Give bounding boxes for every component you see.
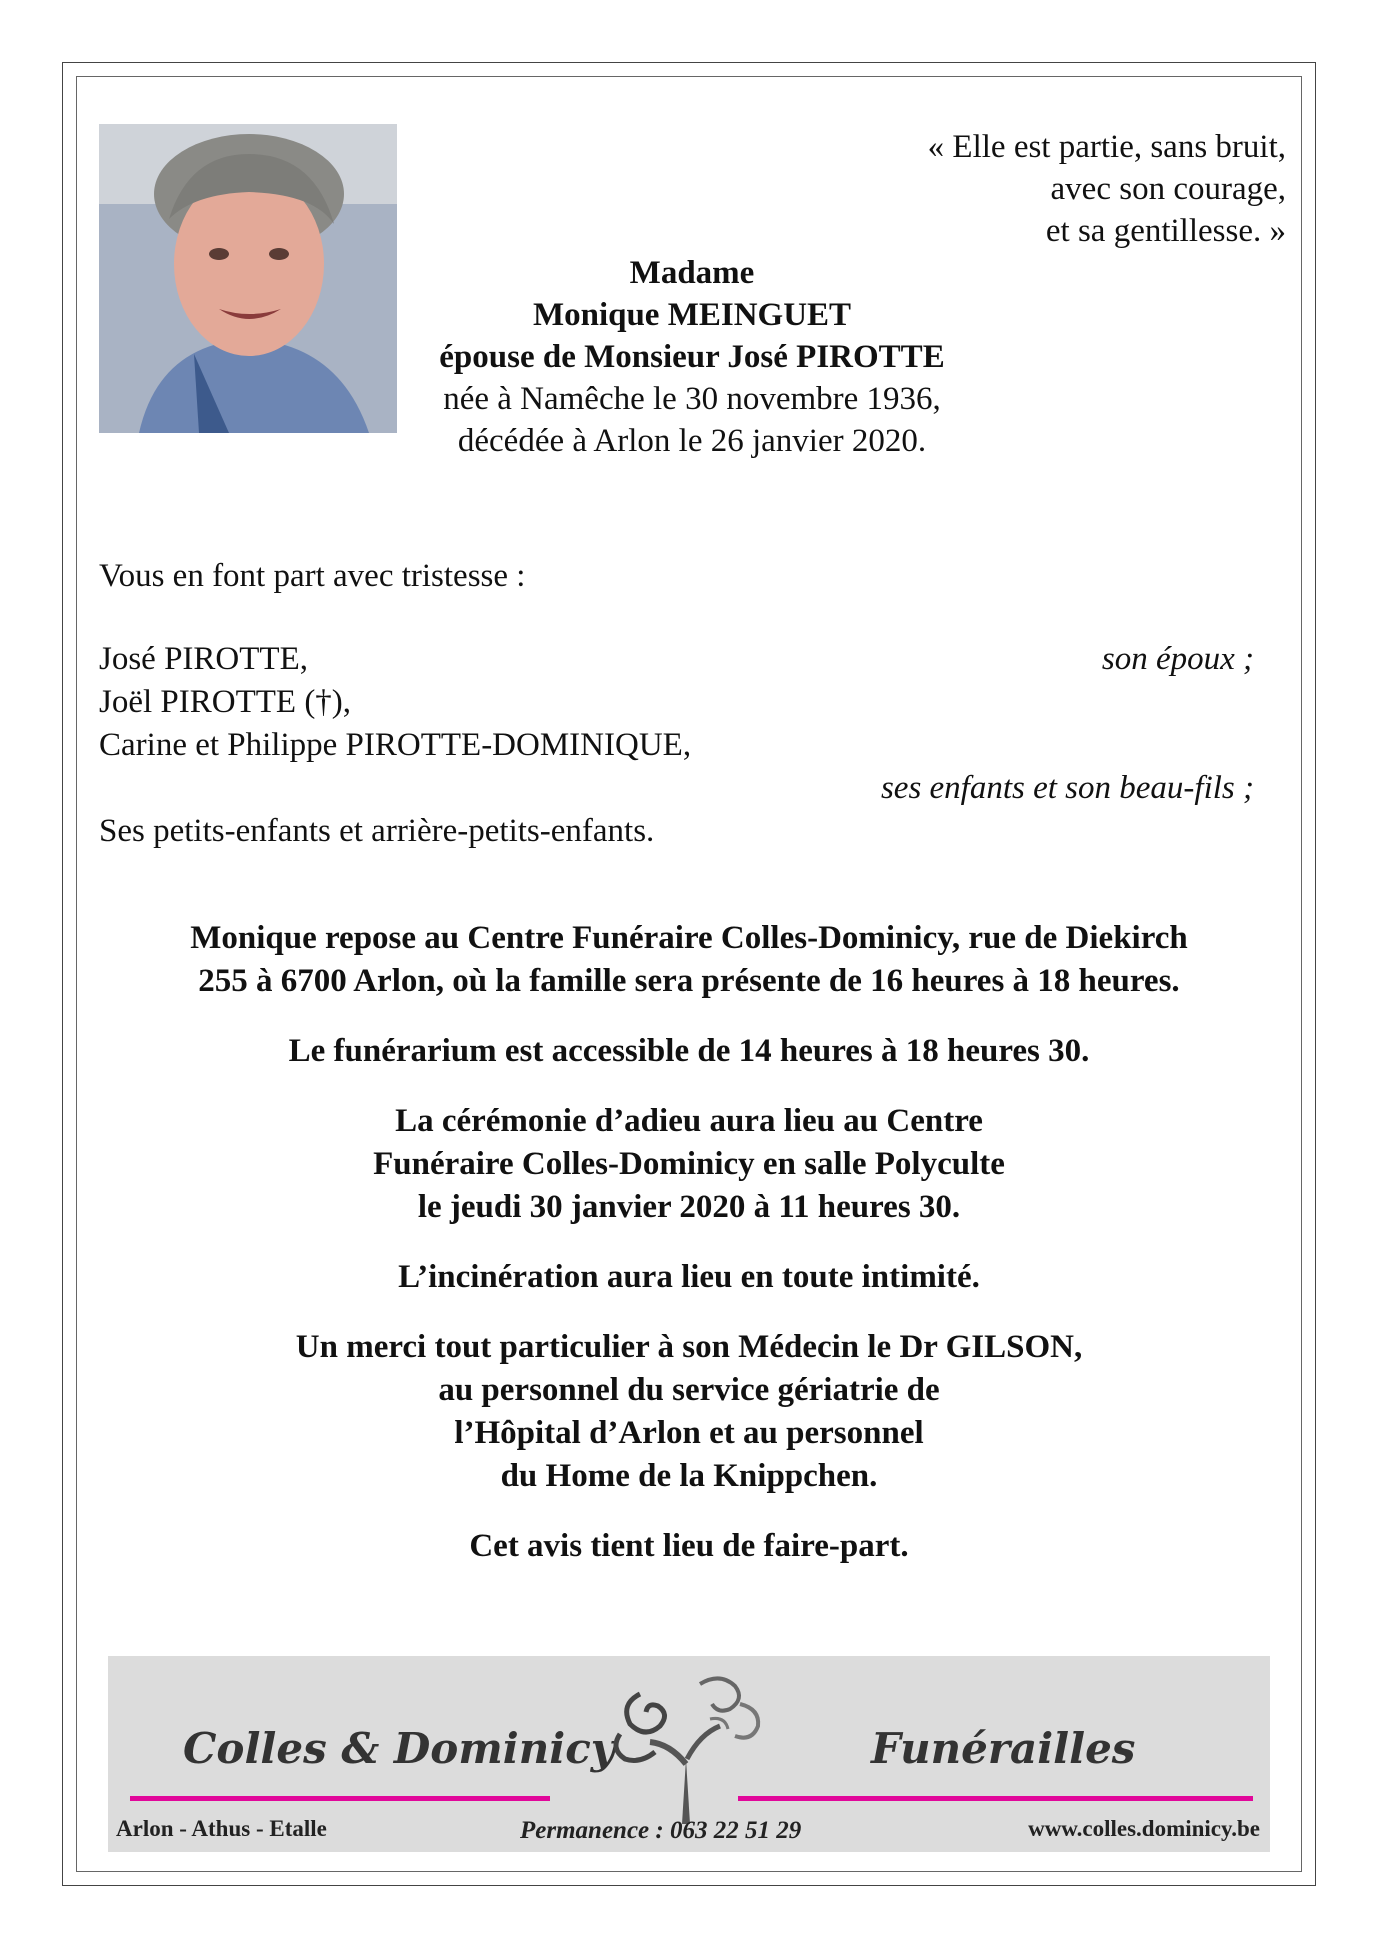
ceremony-paragraph [99, 1100, 1279, 1229]
epitaph-quote [686, 126, 1286, 252]
quote-line-2: avec son courage, [1050, 171, 1286, 207]
brand-name: Colles & Dominicy [183, 1724, 616, 1773]
family-relation: ses enfants et son beau-fils ; [880, 770, 1254, 806]
thanks-line-3: l’Hôpital d’Arlon et au personnel [454, 1415, 924, 1451]
ceremony-line-2: Funéraire Colles-Dominicy en salle Polyculte [373, 1146, 1005, 1182]
brand-tagline: Funérailles [871, 1724, 1136, 1773]
family-member-name: José PIROTTE, [99, 641, 308, 677]
funeral-home-banner [108, 1656, 1270, 1852]
permanence-phone: Permanence : 063 22 51 29 [520, 1817, 802, 1844]
accent-line-right [738, 1796, 1253, 1801]
family-row [99, 767, 1254, 810]
spouse-line: épouse de Monsieur José PIROTTE [439, 339, 945, 375]
family-relation: son époux ; [1101, 641, 1254, 677]
notice-paragraph [99, 1525, 1279, 1568]
family-row [99, 724, 1254, 767]
repose-line-2: 255 à 6700 Arlon, où la famille sera présente de 16 heures à 18 heures. [198, 963, 1180, 999]
honorific: Madame [629, 255, 755, 291]
family-member-name: Carine et Philippe PIROTTE-DOMINIQUE, [99, 727, 692, 763]
access-line: Le funérarium est accessible de 14 heures à 18 heures 30. [288, 1033, 1090, 1069]
branch-locations: Arlon - Athus - Etalle [116, 1816, 327, 1841]
repose-paragraph [99, 917, 1279, 1003]
thanks-line-4: du Home de la Knippchen. [500, 1458, 878, 1494]
death-line: décédée à Arlon le 26 janvier 2020. [457, 423, 927, 459]
access-paragraph [99, 1030, 1279, 1073]
family-member-name: Joël PIROTTE (†), [99, 684, 352, 720]
ceremony-line-1: La cérémonie d’adieu aura lieu au Centre [395, 1103, 983, 1139]
thanks-line-1: Un merci tout particulier à son Médecin le Dr GILSON, [295, 1329, 1083, 1365]
quote-line-1: « Elle est partie, sans bruit, [927, 129, 1286, 165]
cremation-line: L’incinération aura lieu en toute intimité. [398, 1259, 980, 1295]
family-member-name: Ses petits-enfants et arrière-petits-enfants. [99, 813, 655, 849]
accent-line-left [130, 1796, 550, 1801]
ceremony-line-3: le jeudi 30 janvier 2020 à 11 heures 30. [417, 1189, 961, 1225]
thanks-paragraph [99, 1326, 1279, 1498]
intro-text: Vous en font part avec tristesse : [99, 558, 526, 594]
notice-line: Cet avis tient lieu de faire-part. [469, 1528, 909, 1564]
thanks-line-2: au personnel du service gériatrie de [438, 1372, 940, 1408]
family-row [99, 681, 1254, 724]
deceased-identity [372, 252, 1012, 462]
family-row [99, 810, 1254, 853]
portrait-illustration [99, 124, 397, 433]
birth-line: née à Namêche le 30 novembre 1936, [443, 381, 941, 417]
deceased-name: Monique MEINGUET [532, 297, 852, 333]
website-address: www.colles.dominicy.be [1028, 1816, 1260, 1841]
family-list [99, 638, 1254, 853]
quote-line-3: et sa gentillesse. » [1045, 213, 1286, 249]
family-row [99, 638, 1254, 681]
cremation-paragraph [99, 1256, 1279, 1299]
portrait-photo [99, 124, 397, 433]
tree-logo-icon [600, 1664, 780, 1830]
funeral-information [99, 917, 1279, 1595]
repose-line-1: Monique repose au Centre Funéraire Colles-Dominicy, rue de Diekirch [190, 920, 1188, 956]
